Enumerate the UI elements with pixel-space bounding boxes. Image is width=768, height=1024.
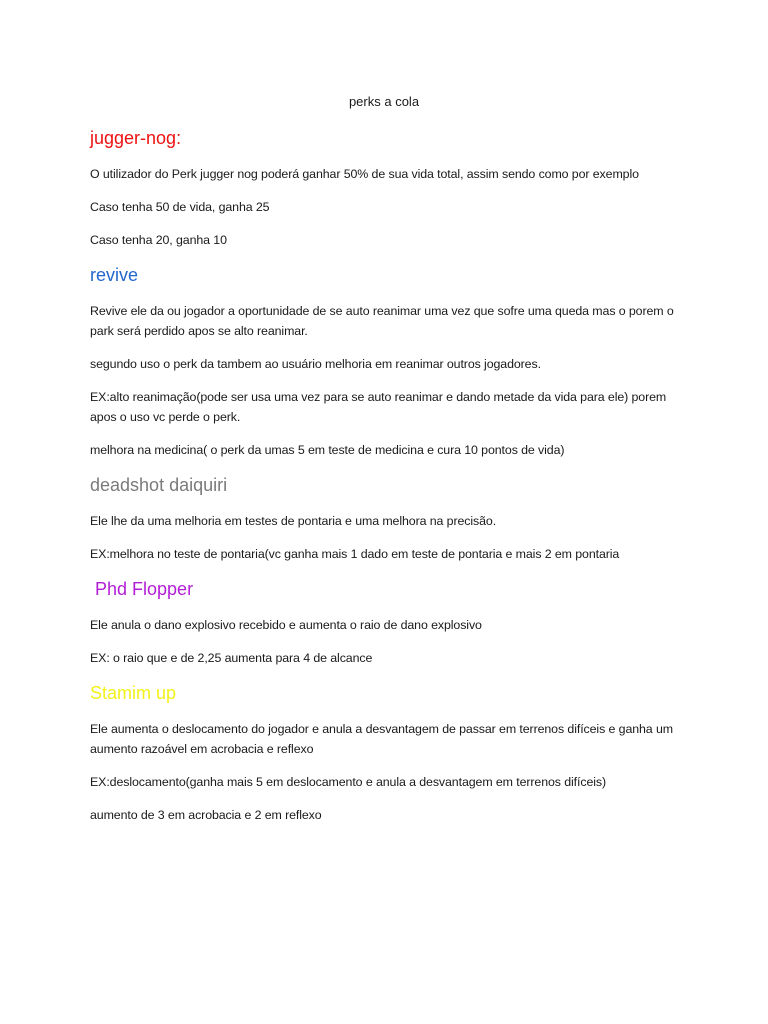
paragraph: Caso tenha 20, ganha 10 — [90, 233, 227, 247]
paragraph: EX:deslocamento(ganha mais 5 em deslocamento e anula a desvantagem em terrenos difíceis) — [90, 775, 607, 789]
paragraph: Revive ele da ou jogador a oportunidade de se auto reanimar uma vez que sofre uma queda mas o porem o park será perdido apos se alto reanimar. — [90, 304, 674, 338]
section-revive — [90, 263, 690, 460]
paragraph: Ele lhe da uma melhoria em testes de pontaria e uma melhora na precisão. — [90, 514, 497, 528]
paragraph: O utilizador do Perk jugger nog poderá ganhar 50% de sua vida total, assim sendo como por exemplo — [90, 167, 639, 181]
section-jugger-nog — [90, 126, 690, 250]
section-heading-phd-flopper: Phd Flopper — [90, 579, 194, 599]
section-heading-revive: revive — [90, 265, 139, 285]
paragraph: Ele anula o dano explosivo recebido e aumenta o raio de dano explosivo — [90, 618, 482, 632]
section-stamim-up — [90, 681, 690, 825]
paragraph: EX:alto reanimação(pode ser usa uma vez para se auto reanimar e dando metade da vida para ele) porem apos o uso vc perde o perk. — [90, 390, 667, 424]
section-heading-stamim-up: Stamim up — [90, 683, 177, 703]
section-deadshot-daiquiri — [90, 473, 690, 564]
paragraph: Caso tenha 50 de vida, ganha 25 — [90, 200, 270, 214]
section-phd-flopper — [90, 577, 690, 668]
paragraph: segundo uso o perk da tambem ao usuário melhoria em reanimar outros jogadores. — [90, 357, 541, 371]
paragraph: EX: o raio que e de 2,25 aumenta para 4 de alcance — [90, 651, 373, 665]
paragraph: Ele aumenta o deslocamento do jogador e anula a desvantagem de passar em terrenos difíceis e ganha um aumento razoável em acrobacia e reflexo — [90, 722, 673, 756]
paragraph: melhora na medicina( o perk da umas 5 em teste de medicina e cura 10 pontos de vida) — [90, 443, 565, 457]
section-heading-deadshot-daiquiri: deadshot daiquiri — [90, 475, 228, 495]
paragraph: aumento de 3 em acrobacia e 2 em reflexo — [90, 808, 322, 822]
document-body — [90, 126, 690, 838]
section-heading-jugger-nog: jugger-nog: — [90, 128, 182, 148]
paragraph: EX:melhora no teste de pontaria(vc ganha mais 1 dado em teste de pontaria e mais 2 em pontaria — [90, 547, 620, 561]
document-title: perks a cola — [348, 94, 420, 109]
